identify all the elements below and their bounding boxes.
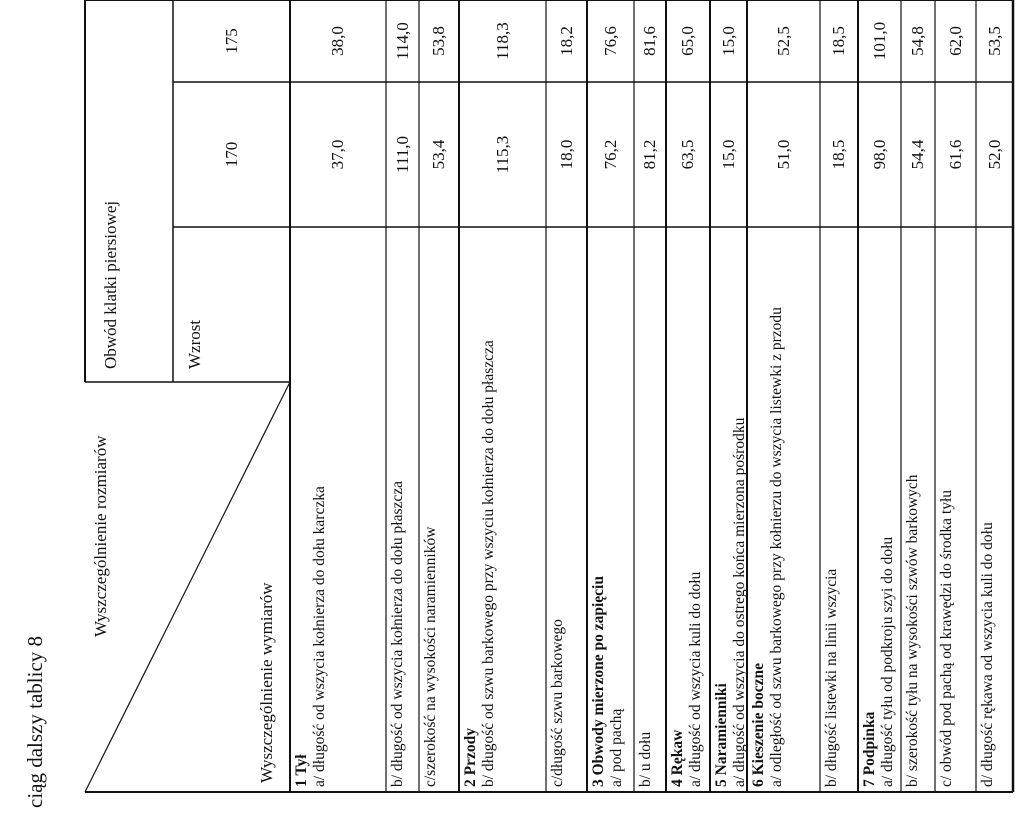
- value-170: 54,4: [908, 139, 927, 170]
- row-label-text: a/ długość od wszycia kołnierza do dołu karczka: [311, 486, 328, 787]
- value-175: 15,0: [718, 26, 738, 56]
- row-label-text: a/ odległość od szwu barkowego przy kołnierzu do wszycia listewki z przodu: [768, 307, 785, 787]
- value-170: 63,5: [678, 139, 697, 170]
- row-section-title: 3 Obwody mierzone po zapięciu: [590, 576, 607, 787]
- value-175: 52,5: [773, 26, 793, 56]
- value-170: 18,5: [829, 139, 848, 170]
- row-label: [587, 227, 634, 792]
- row-label-text: a/ długość od wszycia do ostrego końca mierzona pośrodku: [731, 417, 748, 787]
- value-170: 51,0: [773, 139, 793, 170]
- value-175: 118,3: [492, 22, 512, 60]
- value-175: 101,0: [869, 21, 889, 61]
- row-label-text: b/ długość listewki na linii wszycia: [823, 568, 840, 787]
- row-label-text: c/długość szwu barkowego: [549, 619, 566, 787]
- row-label: [901, 227, 935, 792]
- row-label-text: d/ długość rękawa od wszycia kuli do dołu: [979, 522, 996, 787]
- row-label: [666, 227, 710, 792]
- row-label: [747, 227, 820, 792]
- row-section-title: 2 Przody: [462, 728, 479, 787]
- row-section-title: 6 Kieszenie boczne: [750, 663, 767, 787]
- row-label: [290, 227, 386, 792]
- row-label-text: b/ szerokość tyłu na wysokości szwów barkowych: [904, 474, 921, 787]
- row-label: [634, 227, 666, 792]
- value-170: 76,2: [600, 139, 620, 170]
- row-label-text: b/ u dołu: [637, 731, 654, 787]
- value-175: 54,8: [908, 26, 927, 56]
- table-caption: ciąg dalszy tablicy 8: [23, 635, 47, 808]
- header-height: Wzrost: [185, 319, 204, 369]
- value-170: 53,4: [429, 139, 448, 170]
- value-175: 53,5: [984, 26, 1004, 56]
- row-label: [935, 227, 976, 792]
- row-label: [820, 227, 858, 792]
- row-label-text: b/ długość od szwu barkowego przy wszyciu kołnierza do dołu płaszcza: [480, 340, 497, 787]
- value-170: 52,0: [984, 139, 1004, 170]
- measurement-table: [85, 0, 1004, 792]
- header-size-170: 170: [221, 141, 241, 168]
- value-175: 18,2: [556, 26, 576, 56]
- value-170: 98,0: [869, 139, 889, 170]
- value-175: 114,0: [392, 22, 412, 60]
- row-label-text: b/ długość od wszycia kołnierza do dołu płaszcza: [389, 480, 406, 787]
- value-170: 61,6: [945, 139, 965, 170]
- row-label: [419, 227, 459, 792]
- value-170: 15,0: [718, 139, 738, 170]
- value-175: 76,6: [600, 26, 620, 56]
- row-label-text: c/ obwód pod pachą od krawędzi do środka tyłu: [938, 489, 955, 787]
- row-label: [546, 227, 587, 792]
- value-170: 115,3: [492, 135, 512, 174]
- row-label-text: c/szerokość na wysokości naramienników: [422, 526, 439, 787]
- row-label: [459, 227, 546, 792]
- value-170: 81,2: [640, 139, 659, 170]
- row-label: [858, 227, 901, 792]
- header-size-175: 175: [221, 28, 241, 54]
- row-label-text: a/ długość tyłu od podkroju szyi do dołu: [879, 536, 896, 787]
- value-170: 111,0: [392, 136, 412, 173]
- row-label-text: a/ pod pachą: [608, 708, 625, 787]
- header-chest-circumference: Obwód klatki piersiowej: [101, 200, 120, 369]
- value-175: 53,8: [429, 26, 448, 56]
- row-section-title: 4 Rękaw: [669, 729, 686, 787]
- row-section-title: 1 Tył: [293, 754, 310, 787]
- header-corner-measurements: Wyszczególnienie wymiarów: [257, 582, 276, 783]
- row-section-title: 5 Naramienniki: [713, 683, 730, 787]
- header-corner-sizes: Wyszczególnienie rozmiarów: [91, 435, 110, 637]
- value-175: 18,5: [829, 26, 848, 56]
- value-175: 81,6: [640, 26, 659, 56]
- row-label-text: a/ długość od wszycia kuli do dołu: [687, 571, 704, 787]
- row-label: [976, 227, 1013, 792]
- row-section-title: 7 Podpinka: [861, 711, 878, 787]
- value-175: 62,0: [945, 26, 965, 56]
- row-label: [386, 227, 419, 792]
- value-170: 37,0: [328, 139, 347, 170]
- value-175: 38,0: [328, 26, 347, 56]
- value-175: 65,0: [678, 26, 697, 56]
- value-170: 18,0: [556, 139, 576, 170]
- row-label: [710, 227, 747, 792]
